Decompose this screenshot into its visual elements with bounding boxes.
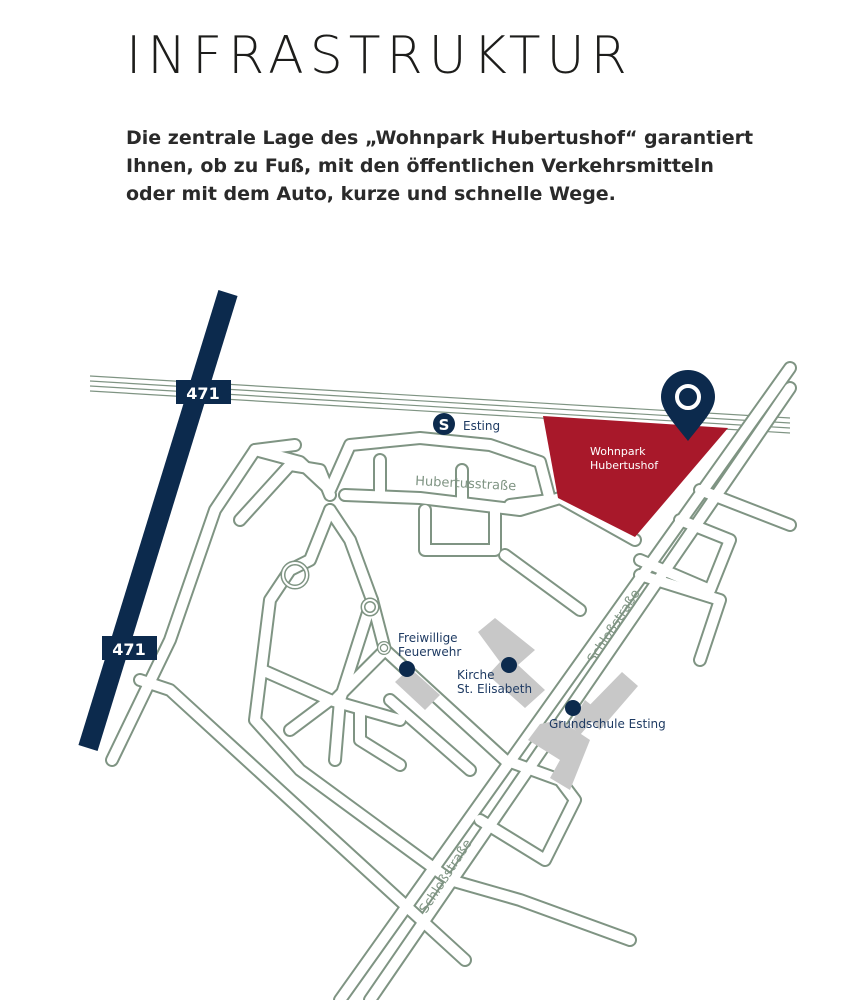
s-bahn-icon bbox=[433, 413, 455, 435]
s-bahn-label: Esting bbox=[463, 419, 501, 433]
street-label-schloss-lower: Schloßstraße bbox=[416, 836, 476, 917]
svg-text:471: 471 bbox=[186, 384, 220, 403]
poi-label-feuerwehr-1: Freiwillige bbox=[398, 631, 458, 645]
poi-label-kirche-1: Kirche bbox=[457, 668, 495, 682]
street-label-hubertus: Hubertusstraße bbox=[414, 474, 517, 495]
intro-text: Die zentrale Lage des „Wohnpark Hubertushof“ garantiert Ihnen, ob zu Fuß, mit den öffentlichen Verkehrsmitteln oder mit dem Auto, kurze und schnelle Wege. bbox=[126, 127, 754, 205]
highway-badge-bottom bbox=[102, 636, 157, 660]
highway-badge-top bbox=[176, 380, 231, 404]
page-title: INFRASTRUKTUR bbox=[126, 26, 633, 86]
poi-label-feuerwehr-2: Feuerwehr bbox=[398, 645, 462, 659]
project-label-line1: Wohnpark bbox=[590, 445, 646, 458]
project-label-line2: Hubertushof bbox=[590, 459, 659, 472]
poi-marker-kirche bbox=[501, 657, 517, 673]
poi-marker-schule bbox=[565, 700, 581, 716]
street-label-schloss-upper: Schloßstraße bbox=[584, 586, 644, 667]
poi-label-kirche-2: St. Elisabeth bbox=[457, 682, 533, 696]
poi-marker-feuerwehr bbox=[399, 661, 415, 677]
svg-text:471: 471 bbox=[112, 640, 146, 659]
poi-label-schule: Grundschule Esting bbox=[549, 717, 666, 731]
svg-text:S: S bbox=[438, 416, 450, 434]
